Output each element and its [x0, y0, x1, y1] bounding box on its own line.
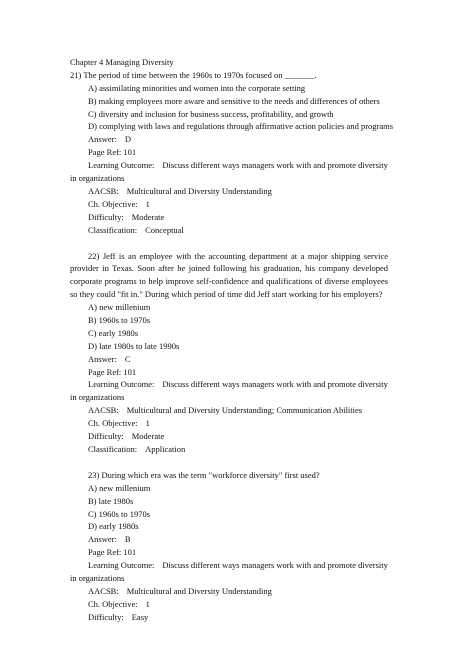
- aacsb-line: [70, 185, 388, 198]
- question-number: 21): [70, 69, 82, 80]
- chapter-title: Chapter 4 Managing Diversity: [70, 57, 174, 67]
- answer-line: [70, 353, 388, 366]
- question-text: During which era was the term "workforce diversity" first used?: [101, 469, 320, 480]
- objective-line: [70, 417, 388, 430]
- answer-label: Answer:: [88, 534, 117, 545]
- outcome-label: Learning Outcome:: [88, 560, 155, 571]
- learning-outcome: [70, 159, 388, 185]
- option-c: C) 1960s to 1970s: [88, 508, 151, 519]
- option-a: A) new millenium: [88, 302, 151, 313]
- objective-label: Ch. Objective:: [88, 598, 138, 609]
- difficulty-line: [70, 211, 388, 224]
- option-c: C) diversity and inclusion for business success, profitability, and growth: [88, 108, 334, 119]
- objective-line: [70, 198, 388, 211]
- classification-label: Classification:: [88, 224, 138, 235]
- learning-outcome: [70, 559, 388, 585]
- page-ref: Page Ref: 101: [88, 147, 137, 158]
- option-c: C) early 1980s: [88, 327, 139, 338]
- outcome-label: Learning Outcome:: [88, 160, 155, 171]
- answer-line: [70, 533, 388, 546]
- difficulty-line: [70, 611, 388, 624]
- aacsb-line: [70, 404, 388, 417]
- outcome-text: Discuss different ways managers work with and promote diversity in organizations: [70, 560, 388, 583]
- difficulty-label: Difficulty:: [88, 611, 124, 622]
- question-23: [70, 469, 388, 624]
- objective-label: Ch. Objective:: [88, 418, 138, 429]
- option-b: B) 1960s to 1970s: [88, 315, 151, 326]
- aacsb-line: [70, 585, 388, 598]
- classification-label: Classification:: [88, 443, 138, 454]
- question-text: Jeff is an employee with the accounting department at a major shipping service provider in Texas. Soon after he joined following his graduation, his company developed corporate programs to help improve self-confidence and qualifications of diverse employees so they could "fit in." During which period of time did Jeff start working for his employers?: [70, 250, 388, 300]
- answer-value: B: [124, 534, 131, 545]
- aacsb-label: AACSB:: [88, 185, 119, 196]
- option-b: B) making employees more aware and sensitive to the needs and differences of others: [88, 95, 380, 106]
- answer-value: D: [124, 134, 131, 145]
- option-b: B) late 1980s: [88, 495, 134, 506]
- document-page: [70, 56, 394, 624]
- difficulty-value: Moderate: [131, 431, 165, 442]
- aacsb-value: Multicultural and Diversity Understanding; Communication Abilities: [126, 405, 363, 416]
- aacsb-value: Multicultural and Diversity Understanding: [126, 185, 272, 196]
- outcome-text: Discuss different ways managers work with and promote diversity in organizations: [70, 379, 388, 403]
- answer-label: Answer:: [88, 134, 117, 145]
- difficulty-line: [70, 430, 388, 443]
- question-number: 23): [88, 469, 100, 480]
- outcome-text: Discuss different ways managers work with and promote diversity in organizations: [70, 160, 388, 184]
- aacsb-value: Multicultural and Diversity Understanding: [126, 585, 272, 596]
- objective-line: [70, 598, 388, 611]
- question-text: The period of time between the 1960s to 1970s focused on _______.: [83, 69, 317, 80]
- option-a: A) new millenium: [88, 482, 151, 493]
- objective-value: 1: [145, 418, 150, 429]
- objective-value: 1: [145, 598, 150, 609]
- answer-label: Answer:: [88, 353, 117, 364]
- outcome-label: Learning Outcome:: [88, 379, 155, 390]
- question-22: [70, 250, 388, 456]
- question-number: 22): [88, 250, 100, 261]
- page-ref: Page Ref: 101: [88, 547, 137, 558]
- answer-value: C: [124, 353, 131, 364]
- difficulty-label: Difficulty:: [88, 431, 124, 442]
- classification-value: Conceptual: [145, 224, 184, 235]
- question-21: [70, 69, 394, 237]
- question-stem: [70, 250, 388, 302]
- aacsb-label: AACSB:: [88, 585, 119, 596]
- difficulty-label: Difficulty:: [88, 211, 124, 222]
- answer-line: [70, 133, 388, 146]
- classification-line: [70, 224, 388, 237]
- difficulty-value: Moderate: [131, 211, 165, 222]
- difficulty-value: Easy: [131, 611, 149, 622]
- classification-value: Application: [145, 443, 186, 454]
- page-ref: Page Ref: 101: [88, 366, 137, 377]
- objective-label: Ch. Objective:: [88, 198, 138, 209]
- classification-line: [70, 443, 388, 456]
- question-stem: [70, 69, 388, 82]
- option-d: D) late 1980s to late 1990s: [88, 340, 180, 351]
- objective-value: 1: [145, 198, 150, 209]
- learning-outcome: [70, 378, 388, 404]
- aacsb-label: AACSB:: [88, 405, 119, 416]
- option-d: D) complying with laws and regulations through affirmative action policies and programs: [88, 121, 394, 132]
- option-a: A) assimilating minorities and women into the corporate setting: [88, 82, 306, 93]
- question-stem: [70, 469, 388, 482]
- option-d: D) early 1980s: [88, 521, 139, 532]
